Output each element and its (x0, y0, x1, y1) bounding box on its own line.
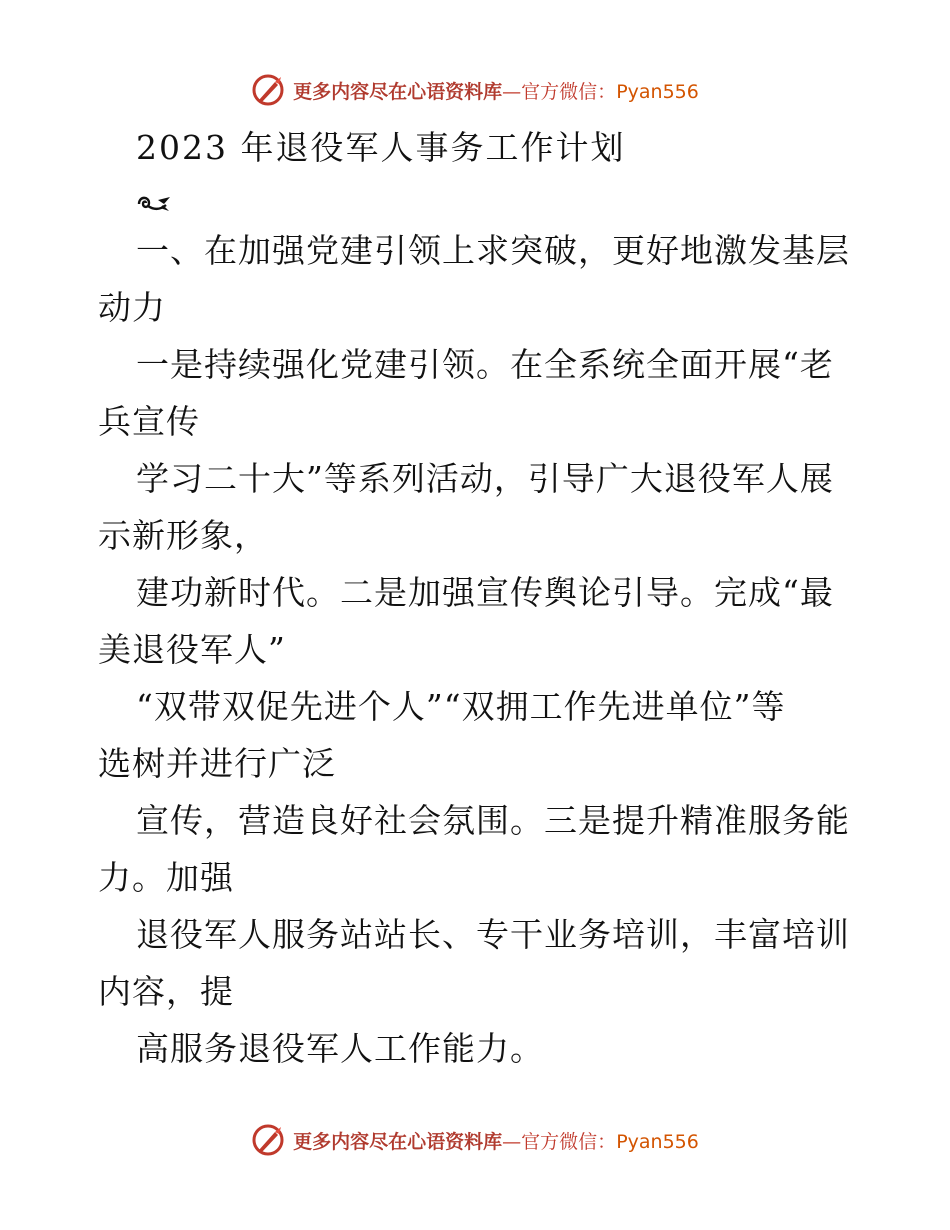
paragraph-line: 学习二十大”等系列活动，引导广大退役军人展 (136, 459, 834, 498)
paragraph-line: 一是持续强化党建引领。在全系统全面开展“老 (136, 345, 834, 384)
watermark-wechat-id: Pyan556 (616, 80, 699, 103)
paragraph-line: 建功新时代。二是加强宣传舆论引导。完成“最 (136, 573, 834, 612)
watermark-label: 官方微信： (521, 1130, 617, 1153)
quill-logo-icon (251, 1123, 285, 1157)
watermark-wechat-id: Pyan556 (616, 1130, 699, 1153)
paragraph-line: 兵宣传 (98, 402, 200, 441)
footer-watermark (0, 1120, 950, 1160)
watermark-dash: — (502, 80, 522, 103)
paragraph-2 (98, 336, 858, 450)
paragraph-line: 力。加强 (98, 858, 234, 897)
paragraph-line: 动力 (98, 288, 166, 327)
paragraph-line: 美退役军人” (98, 630, 286, 669)
paragraph-line: 示新形象， (98, 516, 268, 555)
paragraph-line: 宣传，营造良好社会氛围。三是提升精准服务能 (136, 801, 850, 840)
scroll-ornament-icon (136, 190, 172, 214)
paragraph-line: 选树并进行广泛 (98, 744, 336, 783)
document-body (98, 118, 858, 1077)
watermark-label: 官方微信： (521, 80, 617, 103)
document-title: 2023 年退役军人事务工作计划 (136, 128, 626, 167)
paragraph-8 (98, 1020, 858, 1077)
paragraph-3 (98, 450, 858, 564)
paragraph-line: 一、在加强党建引领上求突破，更好地激发基层 (136, 231, 850, 270)
watermark-brand: 更多内容尽在心语资料库 (293, 1130, 503, 1153)
paragraph-line: 退役军人服务站站长、专干业务培训，丰富培训 (136, 915, 850, 954)
paragraph-6 (98, 792, 858, 906)
watermark-brand: 更多内容尽在心语资料库 (293, 80, 503, 103)
quill-logo-icon (251, 73, 285, 107)
paragraph-5 (98, 678, 858, 792)
paragraph-line: “双带双促先进个人”“双拥工作先进单位”等 (136, 687, 786, 726)
paragraph-1 (98, 222, 858, 336)
header-watermark (0, 70, 950, 110)
paragraph-7 (98, 906, 858, 1020)
watermark-text (293, 1127, 699, 1154)
paragraph-4 (98, 564, 858, 678)
paragraph-line: 高服务退役军人工作能力。 (136, 1029, 544, 1068)
watermark-dash: — (502, 1130, 522, 1153)
paragraph-line: 内容，提 (98, 972, 234, 1011)
watermark-text (293, 77, 699, 104)
